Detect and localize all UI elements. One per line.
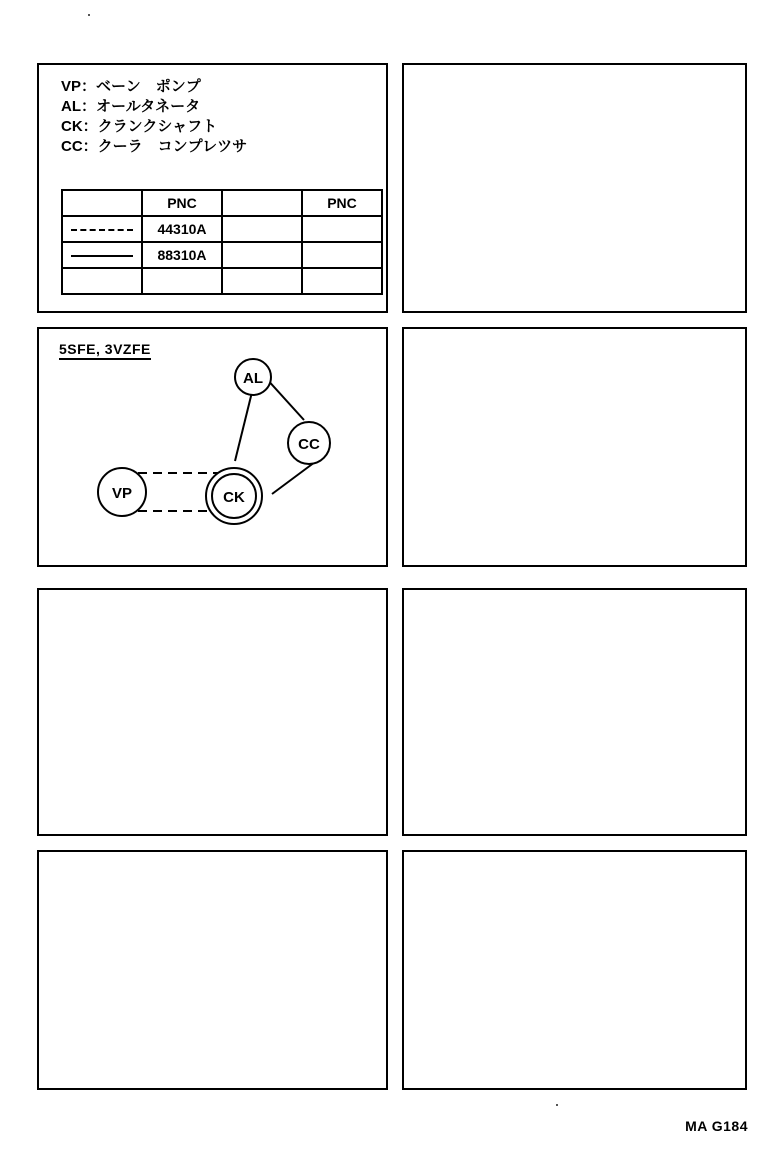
legend-entry-vp: VP：ベーン ポンプ [61,78,201,95]
registration-mark-bottom [556,1104,558,1106]
table-row [62,242,382,268]
empty-panel-bottom-left [37,850,388,1090]
table-header-pnc-1: PNC [142,190,222,216]
legend-panel [37,63,388,313]
registration-mark-top [88,14,90,16]
pulley-label-cc: CC [298,436,320,453]
table-header-symbol-2 [222,190,302,216]
belt-routing-panel [37,327,388,567]
empty-panel-top-right [402,63,747,313]
empty-panel-lower-right [402,588,747,836]
belt-routing-diagram [39,329,390,569]
legend-entry-al: AL：オールタネータ [61,98,201,115]
pulley-label-vp: VP [111,485,133,502]
table-header-symbol [62,190,142,216]
belt-segment-ck-al [235,388,253,461]
pnc-table [61,189,383,295]
pnc-value-88310a: 88310A [142,242,222,268]
symbol-cell-empty [222,268,302,294]
belt-segment-cc-ck [272,462,315,494]
table-row [62,216,382,242]
pulley-label-al: AL [243,370,263,387]
empty-panel-lower-left [37,588,388,836]
legend-entry-ck: CK：クランクシャフト [61,118,218,135]
symbol-cell-empty [222,216,302,242]
engine-type-label: 5SFE, 3VZFE [59,341,151,360]
empty-panel-middle-right [402,327,747,567]
table-header-pnc-2: PNC [302,190,382,216]
pnc-value-empty [302,216,382,242]
pnc-value-empty [142,268,222,294]
pulley-label-ck: CK [223,489,245,506]
empty-panel-bottom-right [402,850,747,1090]
pnc-value-44310a: 44310A [142,216,222,242]
symbol-cell-empty [222,242,302,268]
table-header-row [62,190,382,216]
legend-entry-cc: CC：クーラ コンプレツサ [61,138,248,155]
symbol-solid-line [62,242,142,268]
legend-abbreviation-list [61,77,247,157]
symbol-cell-empty [62,268,142,294]
pnc-value-empty [302,268,382,294]
pnc-value-empty [302,242,382,268]
page-code: MA G184 [685,1118,748,1134]
table-row [62,268,382,294]
symbol-dashed-line [62,216,142,242]
